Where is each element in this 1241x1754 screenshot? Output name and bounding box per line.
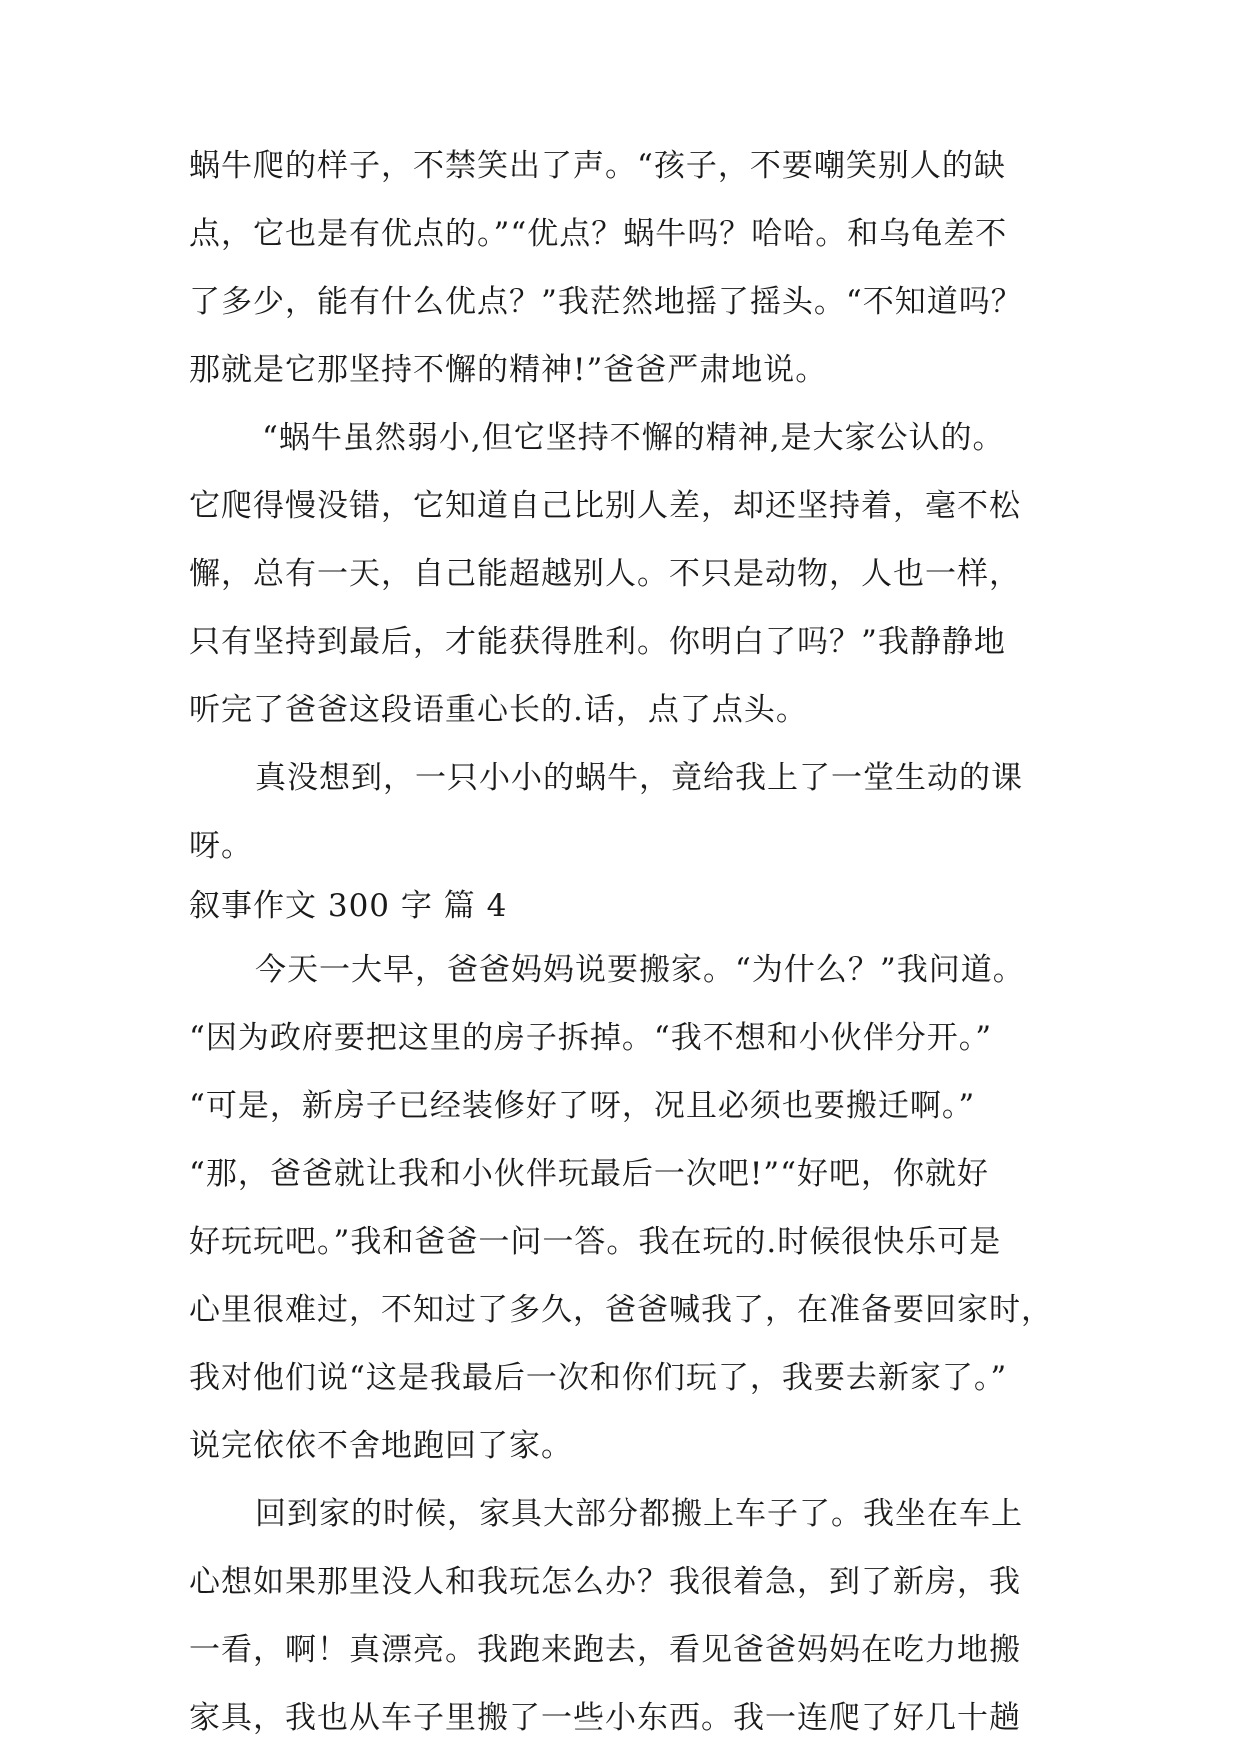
text-line-14: “可是，新房子已经装修好了呀，况且必须也要搬迁啊。” — [189, 1088, 976, 1124]
text-line-9: 听完了爸爸这段语重心长的.话，点了点头。 — [189, 692, 808, 728]
text-line-8: 只有坚持到最后，才能获得胜利。你明白了吗？”我静静地 — [189, 624, 1006, 660]
text-line-4: 那就是它那坚持不懈的精神!”爸爸严肃地说。 — [189, 352, 828, 388]
text-line-10: 真没想到，一只小小的蜗牛，竟给我上了一堂生动的课 — [255, 760, 1023, 796]
text-line-17: 心里很难过，不知过了多久，爸爸喊我了，在准备要回家时， — [189, 1292, 1053, 1328]
text-line-2: 点，它也是有优点的。”“优点？蜗牛吗？哈哈。和乌龟差不 — [189, 216, 1008, 252]
text-line-23: 家具，我也从车子里搬了一些小东西。我一连爬了好几十趟 — [189, 1700, 1021, 1736]
text-line-5: “蜗牛虽然弱小,但它坚持不懈的精神,是大家公认的。 — [262, 420, 1005, 456]
text-line-1: 蜗牛爬的样子，不禁笑出了声。“孩子，不要嘲笑别人的缺 — [189, 148, 1006, 184]
text-line-15: “那，爸爸就让我和小伙伴玩最后一次吧!”“好吧，你就好 — [189, 1156, 989, 1192]
text-line-7: 懈，总有一天，自己能超越别人。不只是动物，人也一样， — [189, 556, 1021, 592]
text-line-22: 一看，啊！真漂亮。我跑来跑去，看见爸爸妈妈在吃力地搬 — [189, 1632, 1021, 1668]
text-line-19: 说完依依不舍地跑回了家。 — [189, 1428, 573, 1464]
text-line-13: “因为政府要把这里的房子拆掉。“我不想和小伙伴分开。” — [189, 1020, 993, 1056]
text-line-16: 好玩玩吧。”我和爸爸一问一答。我在玩的.时候很快乐可是 — [189, 1224, 1002, 1260]
section-heading: 叙事作文 300 字 篇 4 — [189, 888, 508, 924]
text-line-20: 回到家的时候，家具大部分都搬上车子了。我坐在车上 — [255, 1496, 1023, 1532]
text-line-21: 心想如果那里没人和我玩怎么办？我很着急，到了新房，我 — [189, 1564, 1021, 1600]
text-line-3: 了多少，能有什么优点？”我茫然地摇了摇头。“不知道吗？ — [189, 284, 1023, 320]
text-line-18: 我对他们说“这是我最后一次和你们玩了，我要去新家了。” — [189, 1360, 1008, 1396]
text-line-12: 今天一大早，爸爸妈妈说要搬家。“为什么？”我问道。 — [255, 952, 1025, 988]
text-line-11: 呀。 — [189, 828, 253, 864]
text-line-6: 它爬得慢没错，它知道自己比别人差，却还坚持着，毫不松 — [189, 488, 1021, 524]
